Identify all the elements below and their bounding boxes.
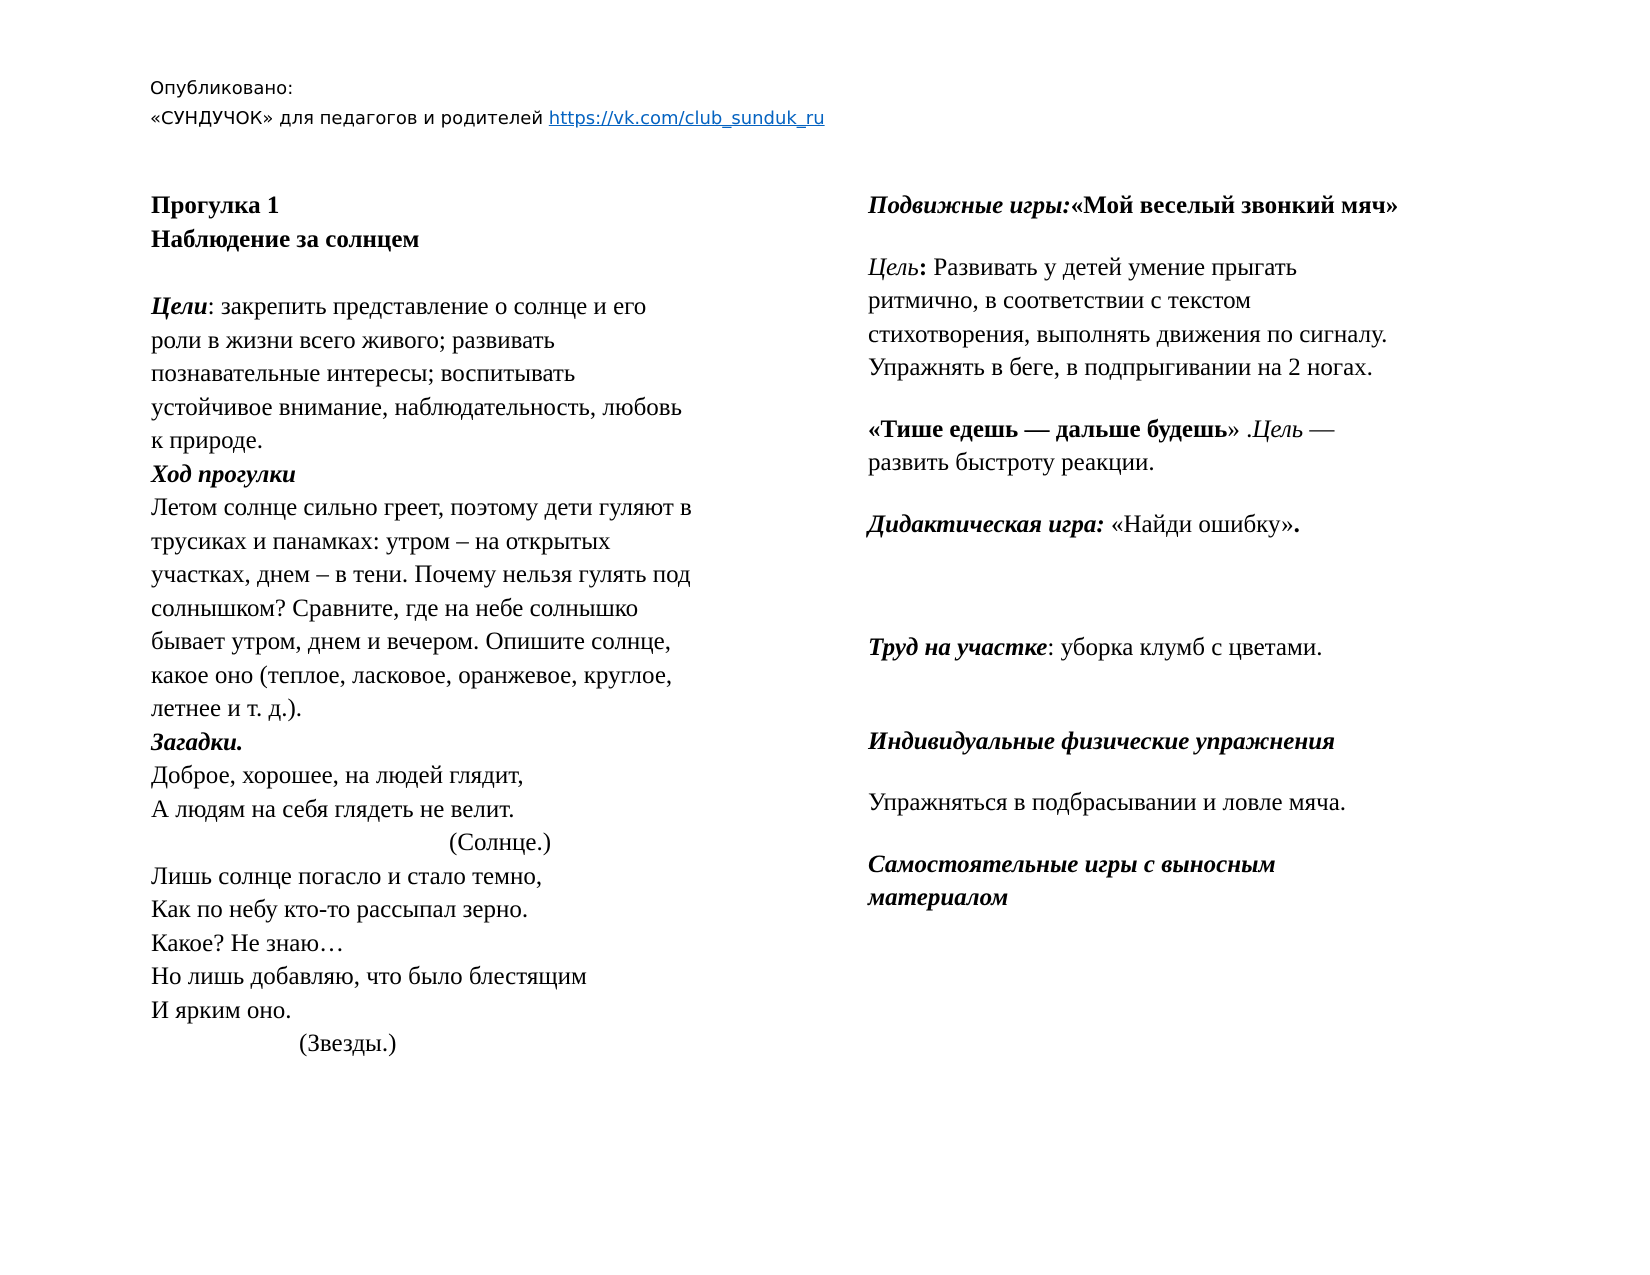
walk-course-label: Ход прогулки (151, 460, 296, 488)
game1-goal-line-2: ритмично, в соответствии с текстом (868, 287, 1251, 314)
riddle1-line-2: А людям на себя глядеть не велит. (151, 795, 515, 823)
right-column (868, 189, 1568, 915)
walk-subtitle: Наблюдение за солнцем (151, 225, 420, 253)
publisher-line (150, 104, 825, 134)
riddle2-line-1: Лишь солнце погасло и стало темно, (151, 862, 543, 890)
riddle1-line-1: Доброе, хорошее, на людей глядит, (151, 762, 524, 789)
goals-line-4: устойчивое внимание, наблюдательность, любовь (151, 393, 682, 421)
goals-line-5: к природе. (151, 427, 263, 454)
labor-line (868, 631, 1568, 665)
outdoor-games-heading (868, 189, 1568, 223)
didactic-game-text: «Найди ошибку» (1104, 510, 1294, 538)
game1-goal-line-4: Упражнять в беге, в подпрыгивании на 2 ногах. (868, 354, 1373, 381)
labor-text: : уборка клумб с цветами. (1047, 634, 1323, 661)
walk-line-4: солнышком? Сравните, где на небе солнышко (151, 594, 639, 622)
didactic-game-label: Дидактическая игра: (868, 510, 1105, 538)
game2-heading: «Тише едешь — дальше будешь» .Цель — (868, 415, 1335, 443)
game2-title: «Тише едешь — дальше будешь (868, 415, 1228, 443)
publication-header (150, 74, 825, 134)
labor-label: Труд на участке (868, 634, 1048, 661)
riddle2-answer: (Звезды.) (299, 1030, 397, 1057)
walk-line-6: какое оно (теплое, ласковое, оранжевое, круглое, (151, 661, 673, 689)
walk-line-5: бывает утром, днем и вечером. Опишите солнце, (151, 628, 672, 655)
left-column (151, 189, 801, 1061)
walk-line-7: летнее и т. д.). (151, 695, 303, 722)
goals-line-1: Цели: закрепить представление о солнце и его (151, 293, 647, 320)
riddle2-line-5: И ярким оно. (151, 996, 292, 1024)
walk-line-1: Летом солнце сильно греет, поэтому дети гуляют в (151, 494, 692, 521)
game1-goal-line-3: стихотворения, выполнять движения по сигналу. (868, 320, 1388, 348)
riddle1-answer: (Солнце.) (449, 829, 552, 856)
walk-line-2: трусиках и панамках: утром – на открытых (151, 527, 611, 555)
outdoor-games-label: Подвижные игры: (868, 192, 1071, 219)
walk-title: Прогулка 1 (151, 192, 280, 219)
goals-line-2: роли в жизни всего живого; развивать (151, 326, 555, 354)
goals-line-3: познавательные интересы; воспитывать (151, 360, 576, 387)
individual-exercises-label: Индивидуальные физические упражнения (868, 727, 1336, 755)
individual-exercises-text: Упражняться в подбрасывании и ловле мяча. (868, 789, 1347, 816)
walk-line-3: участках, днем – в тени. Почему нельзя гулять под (151, 561, 691, 588)
independent-games-line-2: материалом (868, 884, 1009, 911)
riddle2-line-3: Какое? Не знаю… (151, 929, 344, 957)
riddle2-line-2: Как по небу кто-то рассыпал зерно. (151, 896, 529, 923)
goals-label: Цели (151, 293, 208, 320)
didactic-game-line: Дидактическая игра: «Найди ошибку». (868, 510, 1300, 538)
game1-goal-line-1: Цель: Развивать у детей умение прыгать (868, 253, 1298, 281)
independent-games-line-1: Самостоятельные игры с выносным (868, 850, 1276, 878)
game2-goal-text: развить быстроту реакции. (868, 449, 1155, 476)
riddle2-line-4: Но лишь добавляю, что было блестящим (151, 963, 587, 990)
outdoor-game-title: «Мой веселый звонкий мяч» (1070, 192, 1399, 219)
publisher-name: «СУНДУЧОК» для педагогов и родителей (150, 108, 549, 129)
riddles-label: Загадки. (151, 728, 244, 756)
game2-goal-label: Цель (1252, 415, 1304, 443)
game1-goal-label: Цель (868, 253, 919, 281)
publisher-link[interactable]: https://vk.com/club_sunduk_ru (548, 108, 825, 129)
published-label: Опубликовано: (150, 78, 294, 99)
